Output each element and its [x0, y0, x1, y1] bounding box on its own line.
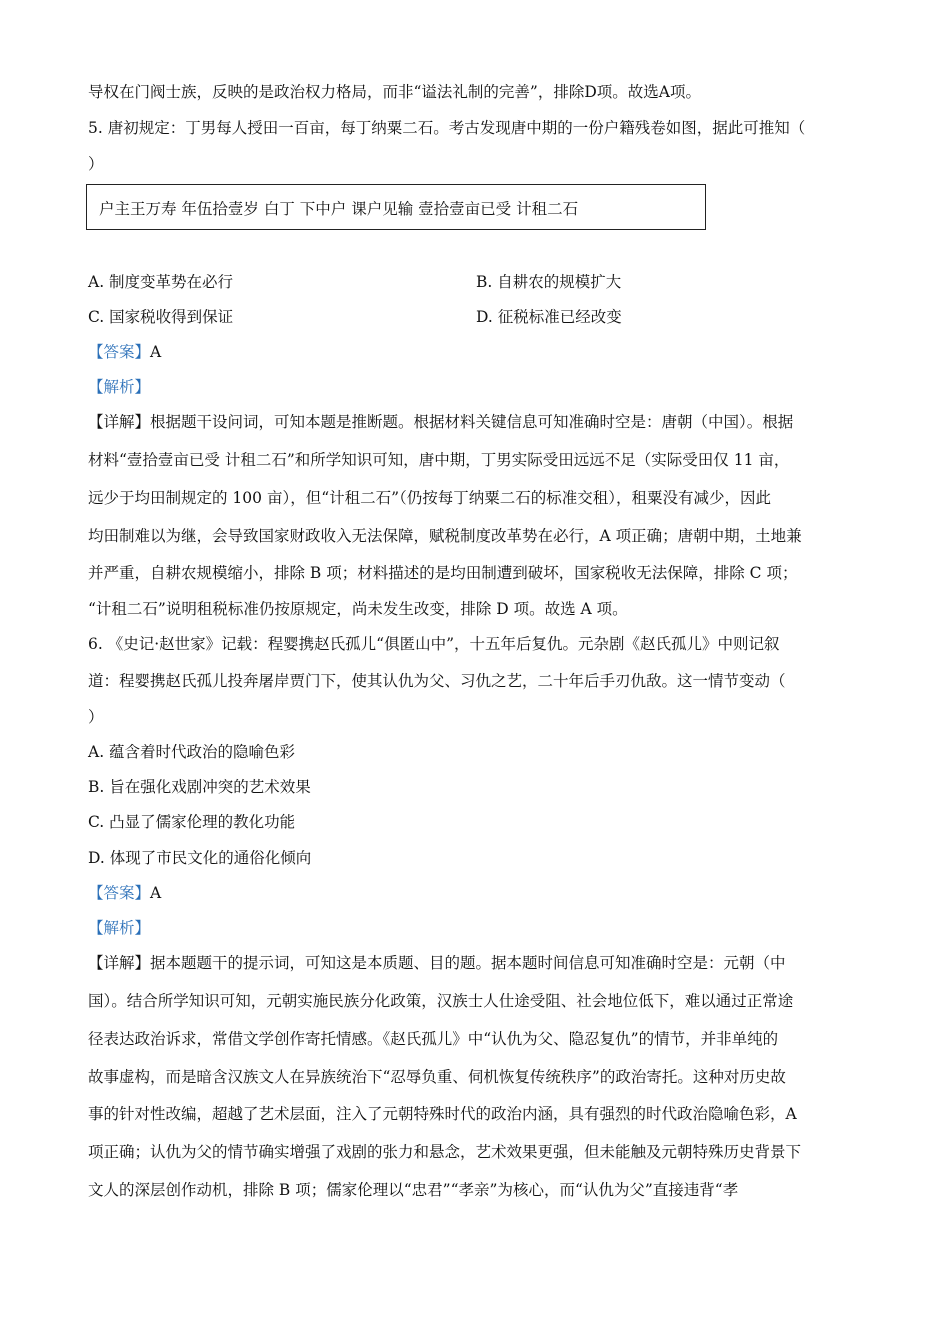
explanation-line: 项正确；认仇为父的情节确实增强了戏剧的张力和悬念，艺术效果更强，但未能触及元朝特殊历史背景下	[88, 1143, 802, 1161]
question-5-stem-paren: ）	[88, 155, 104, 173]
option-a: A. 制度变革势在必行	[88, 273, 234, 291]
detail-tag: 【详解】	[88, 954, 151, 972]
question-6-stem-paren: ）	[88, 708, 104, 726]
explanation-line: 均田制难以为继，会导致国家财政收入无法保障，赋税制度改革势在必行，A 项正确；唐朝中期，土地兼	[88, 527, 802, 545]
option-b: B. 旨在强化戏剧冲突的艺术效果	[88, 778, 311, 796]
explanation-line: 故事虚构，而是暗含汉族文人在异族统治下“忍辱负重、伺机恢复传统秩序”的政治寄托。这种对历史故	[88, 1068, 786, 1086]
explanation-line: 径表达政治诉求，常借文学创作寄托情感。《赵氏孤儿》中“认仇为父、隐忍复仇”的情节，并非单纯的	[88, 1030, 779, 1048]
explanation-line	[88, 412, 793, 432]
analysis-tag: 【解析】	[88, 919, 151, 937]
option-c: C. 凸显了儒家伦理的教化功能	[88, 813, 296, 831]
explanation-line: 国）。结合所学知识可知，元朝实施民族分化政策，汉族士人仕途受阻、社会地位低下，难以通过正常途	[88, 992, 794, 1010]
option-a: A. 蕴含着时代政治的隐喻色彩	[88, 743, 296, 761]
answer-tag: 【答案】	[88, 343, 151, 361]
question-6-stem: 6. 《史记·赵世家》记载：程婴携赵氏孤儿“俱匿山中”，十五年后复仇。元杂剧《赵氏孤儿》中则记叙	[88, 635, 780, 653]
question-5-stem: 5. 唐初规定：丁男每人授田一百亩，每丁纳粟二石。考古发现唐中期的一份户籍残卷如图，据此可推知（	[88, 119, 806, 137]
explanation-text: 根据题干设问词，可知本题是推断题。根据材料关键信息可知准确时空是：唐朝（中国）。根据	[150, 413, 794, 431]
answer-value: A	[150, 884, 162, 902]
option-c: C. 国家税收得到保证	[88, 308, 234, 326]
explanation-line: 事的针对性改编，超越了艺术层面，注入了元朝特殊时代的政治内涵，具有强烈的时代政治隐喻色彩，A	[88, 1105, 797, 1123]
analysis-line	[88, 377, 150, 397]
answer-line	[88, 883, 161, 903]
question-6-stem: 道：程婴携赵氏孤儿投奔屠岸贾门下，使其认仇为父、习仇之艺，二十年后手刃仇敌。这一情节变动（	[88, 672, 786, 690]
detail-tag: 【详解】	[88, 413, 151, 431]
paragraph-line: 导权在门阀士族，反映的是政治权力格局，而非“谥法礼制的完善”，排除D项。故选A项。	[88, 83, 701, 101]
explanation-line: 并严重，自耕农规模缩小，排除 B 项；材料描述的是均田制遭到破坏，国家税收无法保障，排除 C 项；	[88, 564, 798, 582]
answer-line	[88, 342, 161, 362]
analysis-line	[88, 918, 150, 938]
option-d: D. 征税标准已经改变	[476, 308, 622, 326]
option-d: D. 体现了市民文化的通俗化倾向	[88, 849, 312, 867]
explanation-line: 材料“壹拾壹亩已受 计租二石”和所学知识可知，唐中期，丁男实际受田远远不足（实际受田仅 11 亩，	[88, 451, 790, 469]
household-register-box	[86, 184, 706, 230]
explanation-line: “计租二石”说明租税标准仍按原规定，尚未发生改变，排除 D 项。故选 A 项。	[88, 600, 628, 618]
explanation-line: 远少于均田制规定的 100 亩），但“计租二石”（仍按每丁纳粟二石的标准交租），租粟没有减少，因此	[88, 489, 772, 507]
explanation-line	[88, 953, 786, 973]
explanation-text: 据本题题干的提示词，可知这是本质题、目的题。据本题时间信息可知准确时空是：元朝（中	[150, 954, 786, 972]
answer-value: A	[150, 343, 162, 361]
option-b: B. 自耕农的规模扩大	[476, 273, 622, 291]
explanation-line: 文人的深层创作动机，排除 B 项；儒家伦理以“忠君”“孝亲”为核心，而“认仇为父”直接违背“孝	[88, 1181, 739, 1199]
household-register-text: 户主王万寿 年伍拾壹岁 白丁 下中户 课户见输 壹拾壹亩已受 计租二石	[99, 200, 579, 218]
analysis-tag: 【解析】	[88, 378, 151, 396]
answer-tag: 【答案】	[88, 884, 151, 902]
